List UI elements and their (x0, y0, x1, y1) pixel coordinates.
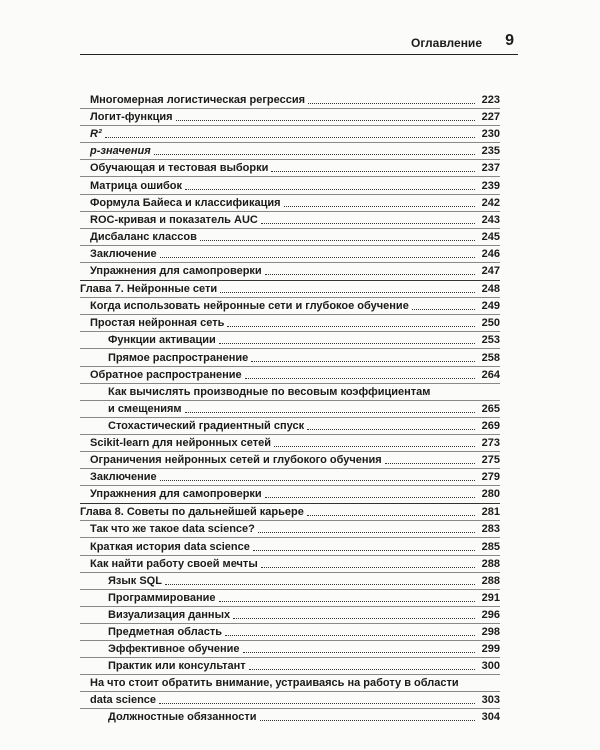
toc-entry-page: 237 (481, 162, 500, 175)
toc-entry (80, 417, 500, 434)
toc-entry (80, 176, 500, 193)
leader-dots (160, 480, 475, 481)
leader-dots (200, 240, 475, 241)
toc-entry-page: 245 (481, 230, 500, 243)
toc-entry-page: 304 (481, 711, 500, 724)
leader-dots (220, 292, 475, 293)
toc-entry-page: 250 (481, 317, 500, 330)
toc-entry-title: Дисбаланс классов (90, 230, 197, 243)
leader-dots (249, 669, 475, 670)
toc-entry-page: 283 (481, 523, 500, 536)
toc-entry-page: 299 (481, 643, 500, 656)
toc-entry-title: Практик или консультант (108, 660, 246, 673)
toc-entry-title: Матрица ошибок (90, 179, 183, 192)
toc-entry (80, 555, 500, 572)
toc-entry-title: Краткая история data science (90, 540, 250, 553)
toc-entry-title: Простая нейронная сеть (90, 317, 225, 330)
toc-chapter (80, 503, 500, 520)
toc-entry-page: 288 (481, 557, 500, 570)
leader-dots (159, 703, 475, 704)
leader-dots (261, 223, 475, 224)
toc-entry (80, 348, 500, 365)
leader-dots (165, 584, 475, 585)
toc-entry (80, 623, 500, 640)
page-number: 9 (505, 32, 514, 49)
toc-entry-page: 242 (481, 196, 500, 209)
leader-dots (307, 429, 475, 430)
page-header (80, 34, 518, 55)
toc-entry-title: На что стоит обратить внимание, устраиваясь на работу в области (90, 677, 459, 690)
toc-entry-title: Визуализация данных (108, 608, 231, 621)
leader-dots (253, 550, 475, 551)
toc-entry-title: Прямое распространение (108, 351, 249, 364)
leader-dots (265, 274, 475, 275)
toc-entry-page: 265 (481, 402, 500, 415)
toc-entry-title: Многомерная логистическая регрессия (90, 94, 306, 107)
toc-entry-title: ROC-кривая и показатель AUC (90, 213, 258, 226)
leader-dots (219, 601, 476, 602)
leader-dots (225, 635, 475, 636)
toc-entry-page: 264 (481, 368, 500, 381)
leader-dots (219, 343, 475, 344)
toc-entry-title: Заключение (90, 471, 157, 484)
toc-entry-page: 275 (481, 454, 500, 467)
leader-dots (284, 206, 475, 207)
toc-entry-title: Логит-функция (90, 111, 173, 124)
toc-entry-page: 285 (481, 540, 500, 553)
toc-entry-page: 300 (481, 660, 500, 673)
toc-entry (80, 314, 500, 331)
toc-entry (80, 708, 500, 725)
toc-entry-title: Обратное распространение (90, 368, 242, 381)
toc-entry-title: Как найти работу своей мечты (90, 557, 258, 570)
toc-entry-title: Программирование (108, 591, 216, 604)
toc-entry (80, 228, 500, 245)
toc-entry-page: 239 (481, 179, 500, 192)
toc-entry (80, 537, 500, 554)
toc-entry-title: Язык SQL (108, 574, 162, 587)
toc-entry-title: Глава 7. Нейронные сети (80, 283, 218, 296)
toc-entry-title: R² (90, 128, 102, 141)
toc-entry (80, 520, 500, 537)
leader-dots (154, 154, 475, 155)
toc-entry-page: 230 (481, 128, 500, 141)
toc-entry-page: 296 (481, 608, 500, 621)
leader-dots (227, 326, 475, 327)
toc-entry-title: Формула Байеса и классификация (90, 196, 281, 209)
leader-dots (160, 257, 475, 258)
toc-entry-page: 248 (481, 283, 500, 296)
toc-entry-page: 281 (481, 506, 500, 519)
toc-entry (80, 159, 500, 176)
leader-dots (251, 361, 475, 362)
toc-entry (80, 451, 500, 468)
toc-entry-page: 247 (481, 265, 500, 278)
toc-entry (80, 245, 500, 262)
toc-entry-title: Эффективное обучение (108, 643, 240, 656)
toc-entry-page: 246 (481, 247, 500, 260)
table-of-contents (80, 92, 500, 725)
toc-entry-page: 253 (481, 334, 500, 347)
leader-dots (176, 120, 475, 121)
toc-entry (80, 383, 500, 400)
leader-dots (185, 189, 475, 190)
toc-entry (80, 572, 500, 589)
toc-entry-title: Обучающая и тестовая выборки (90, 162, 269, 175)
toc-entry-title: Упражнения для самопроверки (90, 488, 262, 501)
toc-entry (80, 606, 500, 623)
toc-entry (80, 211, 500, 228)
leader-dots (307, 515, 475, 516)
toc-entry (80, 485, 500, 502)
leader-dots (265, 497, 475, 498)
toc-entry-page: 273 (481, 436, 500, 449)
toc-entry (80, 657, 500, 674)
leader-dots (233, 618, 475, 619)
leader-dots (261, 567, 475, 568)
toc-entry-title: Стохастический градиентный спуск (108, 419, 305, 432)
toc-entry-page: 288 (481, 574, 500, 587)
toc-entry-page: 291 (481, 591, 500, 604)
toc-entry-title: Ограничения нейронных сетей и глубокого обучения (90, 454, 382, 467)
toc-entry (80, 674, 500, 691)
toc-entry-title: p-значения (90, 145, 151, 158)
toc-entry (80, 125, 500, 142)
toc-entry-page: 280 (481, 488, 500, 501)
toc-entry (80, 194, 500, 211)
toc-chapter (80, 280, 500, 297)
toc-entry-page: 258 (481, 351, 500, 364)
toc-entry-title: Так что же такое data science? (90, 523, 255, 536)
toc-entry-title: Упражнения для самопроверки (90, 265, 262, 278)
running-head: Оглавление (411, 36, 482, 50)
leader-dots (412, 309, 475, 310)
toc-entry-page: 298 (481, 626, 500, 638)
toc-entry (80, 297, 500, 314)
leader-dots (105, 137, 475, 138)
leader-dots (258, 532, 475, 533)
toc-entry (80, 400, 500, 417)
toc-entry (80, 589, 500, 606)
toc-entry-page: 227 (481, 111, 500, 124)
leader-dots (245, 378, 475, 379)
toc-entry-page: 235 (481, 145, 500, 158)
leader-dots (271, 171, 475, 172)
toc-entry-title: Заключение (90, 247, 157, 260)
toc-entry-title: Как вычислять производные по весовым коэффициентам (108, 385, 431, 398)
leader-dots (385, 463, 475, 464)
toc-entry (80, 331, 500, 348)
toc-entry-title: Предметная область (108, 626, 223, 638)
toc-entry-title: Глава 8. Советы по дальнейшей карьере (80, 506, 304, 519)
toc-entry (80, 434, 500, 451)
toc-entry (80, 142, 500, 159)
toc-entry-page: 269 (481, 419, 500, 432)
leader-dots (308, 103, 475, 104)
leader-dots (274, 446, 475, 447)
leader-dots (260, 720, 476, 721)
leader-dots (185, 412, 475, 413)
toc-entry-title: Scikit-learn для нейронных сетей (90, 436, 271, 449)
toc-entry-page: 303 (481, 694, 500, 707)
toc-entry-title: Функции активации (108, 334, 216, 347)
toc-entry (80, 92, 500, 108)
toc-entry (80, 262, 500, 279)
toc-entry-page: 223 (481, 94, 500, 107)
leader-dots (243, 652, 475, 653)
toc-entry-page: 249 (481, 300, 500, 313)
toc-entry-title: Должностные обязанности (108, 711, 257, 724)
toc-entry (80, 691, 500, 708)
toc-entry (80, 366, 500, 383)
toc-entry (80, 640, 500, 657)
toc-entry-page: 243 (481, 213, 500, 226)
toc-entry-title: и смещениям (108, 402, 182, 415)
toc-entry (80, 468, 500, 485)
toc-entry (80, 108, 500, 125)
toc-entry-title: Когда использовать нейронные сети и глубокое обучение (90, 300, 409, 313)
toc-entry-title: data science (90, 694, 157, 707)
toc-entry-page: 279 (481, 471, 500, 484)
